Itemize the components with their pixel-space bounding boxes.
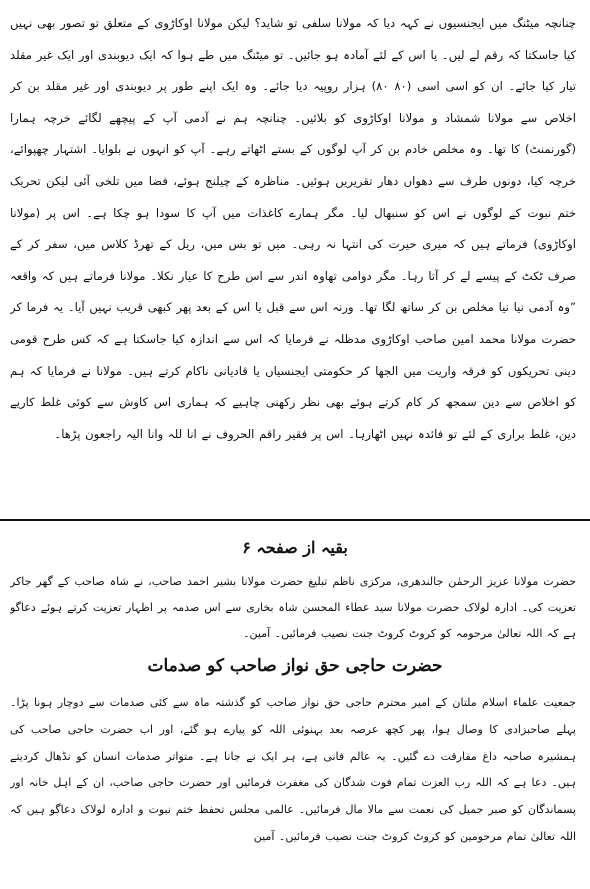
condolence-heading: حضرت حاجی حق نواز صاحب کو صدمات xyxy=(147,656,443,676)
condolence-paragraph: جمعیت علماء اسلام ملتان کے امیر محترم حاجی حق نواز صاحب کو گذشتہ ماہ سے کئی صدمات سے دوچار ہونا پڑا۔ پہلے صاحبزادی کا وصال ہوا، پھر کچھ عرصہ بعد بہنوئی اللہ کو پیارے ہو گئے، اور اب حضرت حاجی صاحب کی ہمشیرہ صاحبہ داغ مفارقت دے گئیں۔ یہ عالم فانی ہے، ہر ایک نے جانا ہے۔ متواتر صدمات انسان کو نڈھال کردیتے ہیں۔ دعا ہے کہ اللہ رب العزت تمام فوت شدگان کی مغفرت فرمائیں اور حضرت حاجی صاحب، ان کے اہل خانہ اور پسماندگان کو صبر جمیل کی نعمت سے مالا مال فرمائیں۔ عالمی مجلس تحفظ ختم نبوت و ادارہ لولاک دعاگو ہیں کہ اللہ تعالیٰ تمام مرحومین کو کروٹ کروٹ جنت نصیب فرمائیں۔ آمین xyxy=(10,696,576,843)
section-divider xyxy=(0,519,590,521)
continuation-paragraph: حضرت مولانا عزیز الرحمٰن جالندھری، مرکزی ناظم تبلیغ حضرت مولانا بشیر احمد صاحب، نے شاہ صاحب کے گھر جاکر تعزیت کی۔ ادارہ لولاک حضرت مولانا سید عطاء المحسن شاہ بخاری سے اس صدمہ پر اظہار تعزیت کرتے ہوئے دعاگو ہے کہ اللہ تعالیٰ مرحومہ کو کروٹ کروٹ جنت نصیب فرمائیں۔ آمین۔ xyxy=(10,575,576,640)
article-paragraph: چنانچہ میٹنگ میں ایجنسیوں نے کہہ دیا کہ مولانا سلفی تو شاید؟ لیکن مولانا اوکاڑوی کے متعلق تو تصور بھی نہیں کیا جاسکتا کہ رقم لے لیں۔ یا اس کے لئے آمادہ ہو جائیں۔ تو میٹنگ میں طے ہوا کہ ایک دیوبندی اور ایک غیر مقلد تیار کیا جائے۔ ان کو اسی اسی (۸۰ ۸۰) ہزار روپیہ دیا جائے۔ وہ ایک اپنے طور پر دیوبندی اور غیر مقلد بن کر اخلاص سے مولانا شمشاد و مولانا اوکاڑوی کو بلائیں۔ چنانچہ ہم نے آدمی آپ کے پیچھے لگائے خرچہ ہمارا (گورنمنٹ) کا تھا۔ وہ مخلص خادم بن کر آپ لوگوں کے بستے اٹھاتے رہے۔ آپ کو انہوں نے بلوایا۔ اشتہار چھپوائے، خرچہ کیا، دونوں طرف سے دھواں دھار تقریریں ہوئیں۔ مناظرہ کے چیلنج ہوئے، فضا میں تلخی آئی لیکن تحریک ختم نبوت کے لوگوں نے اس کو سنبھال لیا۔ مگر ہمارے کاغذات میں آپ کا سودا ہو چکا ہے۔ اس پر (مولانا اوکاڑوی) فرماتے ہیں کہ میری حیرت کی انتہا نہ رہی۔ میں تو بس میں، ریل کے تھرڈ کلاس میں، سفر کر کے صرف ٹکٹ کے پیسے لے کر آتا رہا۔ مگر دوامی تھاوہ اندر سے اس طرح کا عیار نکلا۔ مولانا فرماتے ہیں کہ واقعہ ”وہ آدمی نیا نیا مخلص بن کر ساتھ لگا تھا۔ ورنہ اس سے قبل یا اس کے بعد پھر کبھی قریب نہیں آیا۔ یہ فرما کر حضرت مولانا محمد امین صاحب اوکاڑوی مدظلہ نے فرمایا کہ اس سے اندازہ کیا جاسکتا ہے کہ کس طرح قومی دینی تحریکوں کو فرقہ واریت میں الجھا کر حکومتی ایجنسیاں یا قادیانی ناکام کرتے ہیں۔ مولانا نے فرمایا کہ ہم کو اخلاص سے دین سمجھ کر کام کرتے ہوئے بھی نظر رکھنی چاہیے کہ ہماری اس کاوش سے کوئی غلط کاریے دین، غلط براری کے لئے تو فائدہ نہیں اٹھارہا۔ اس پر فقیر راقم الحروف نے انا للہ وانا الیہ راجعون پڑھا۔ xyxy=(10,16,576,441)
continuation-heading: بقیہ از صفحہ ۶ xyxy=(242,538,348,557)
